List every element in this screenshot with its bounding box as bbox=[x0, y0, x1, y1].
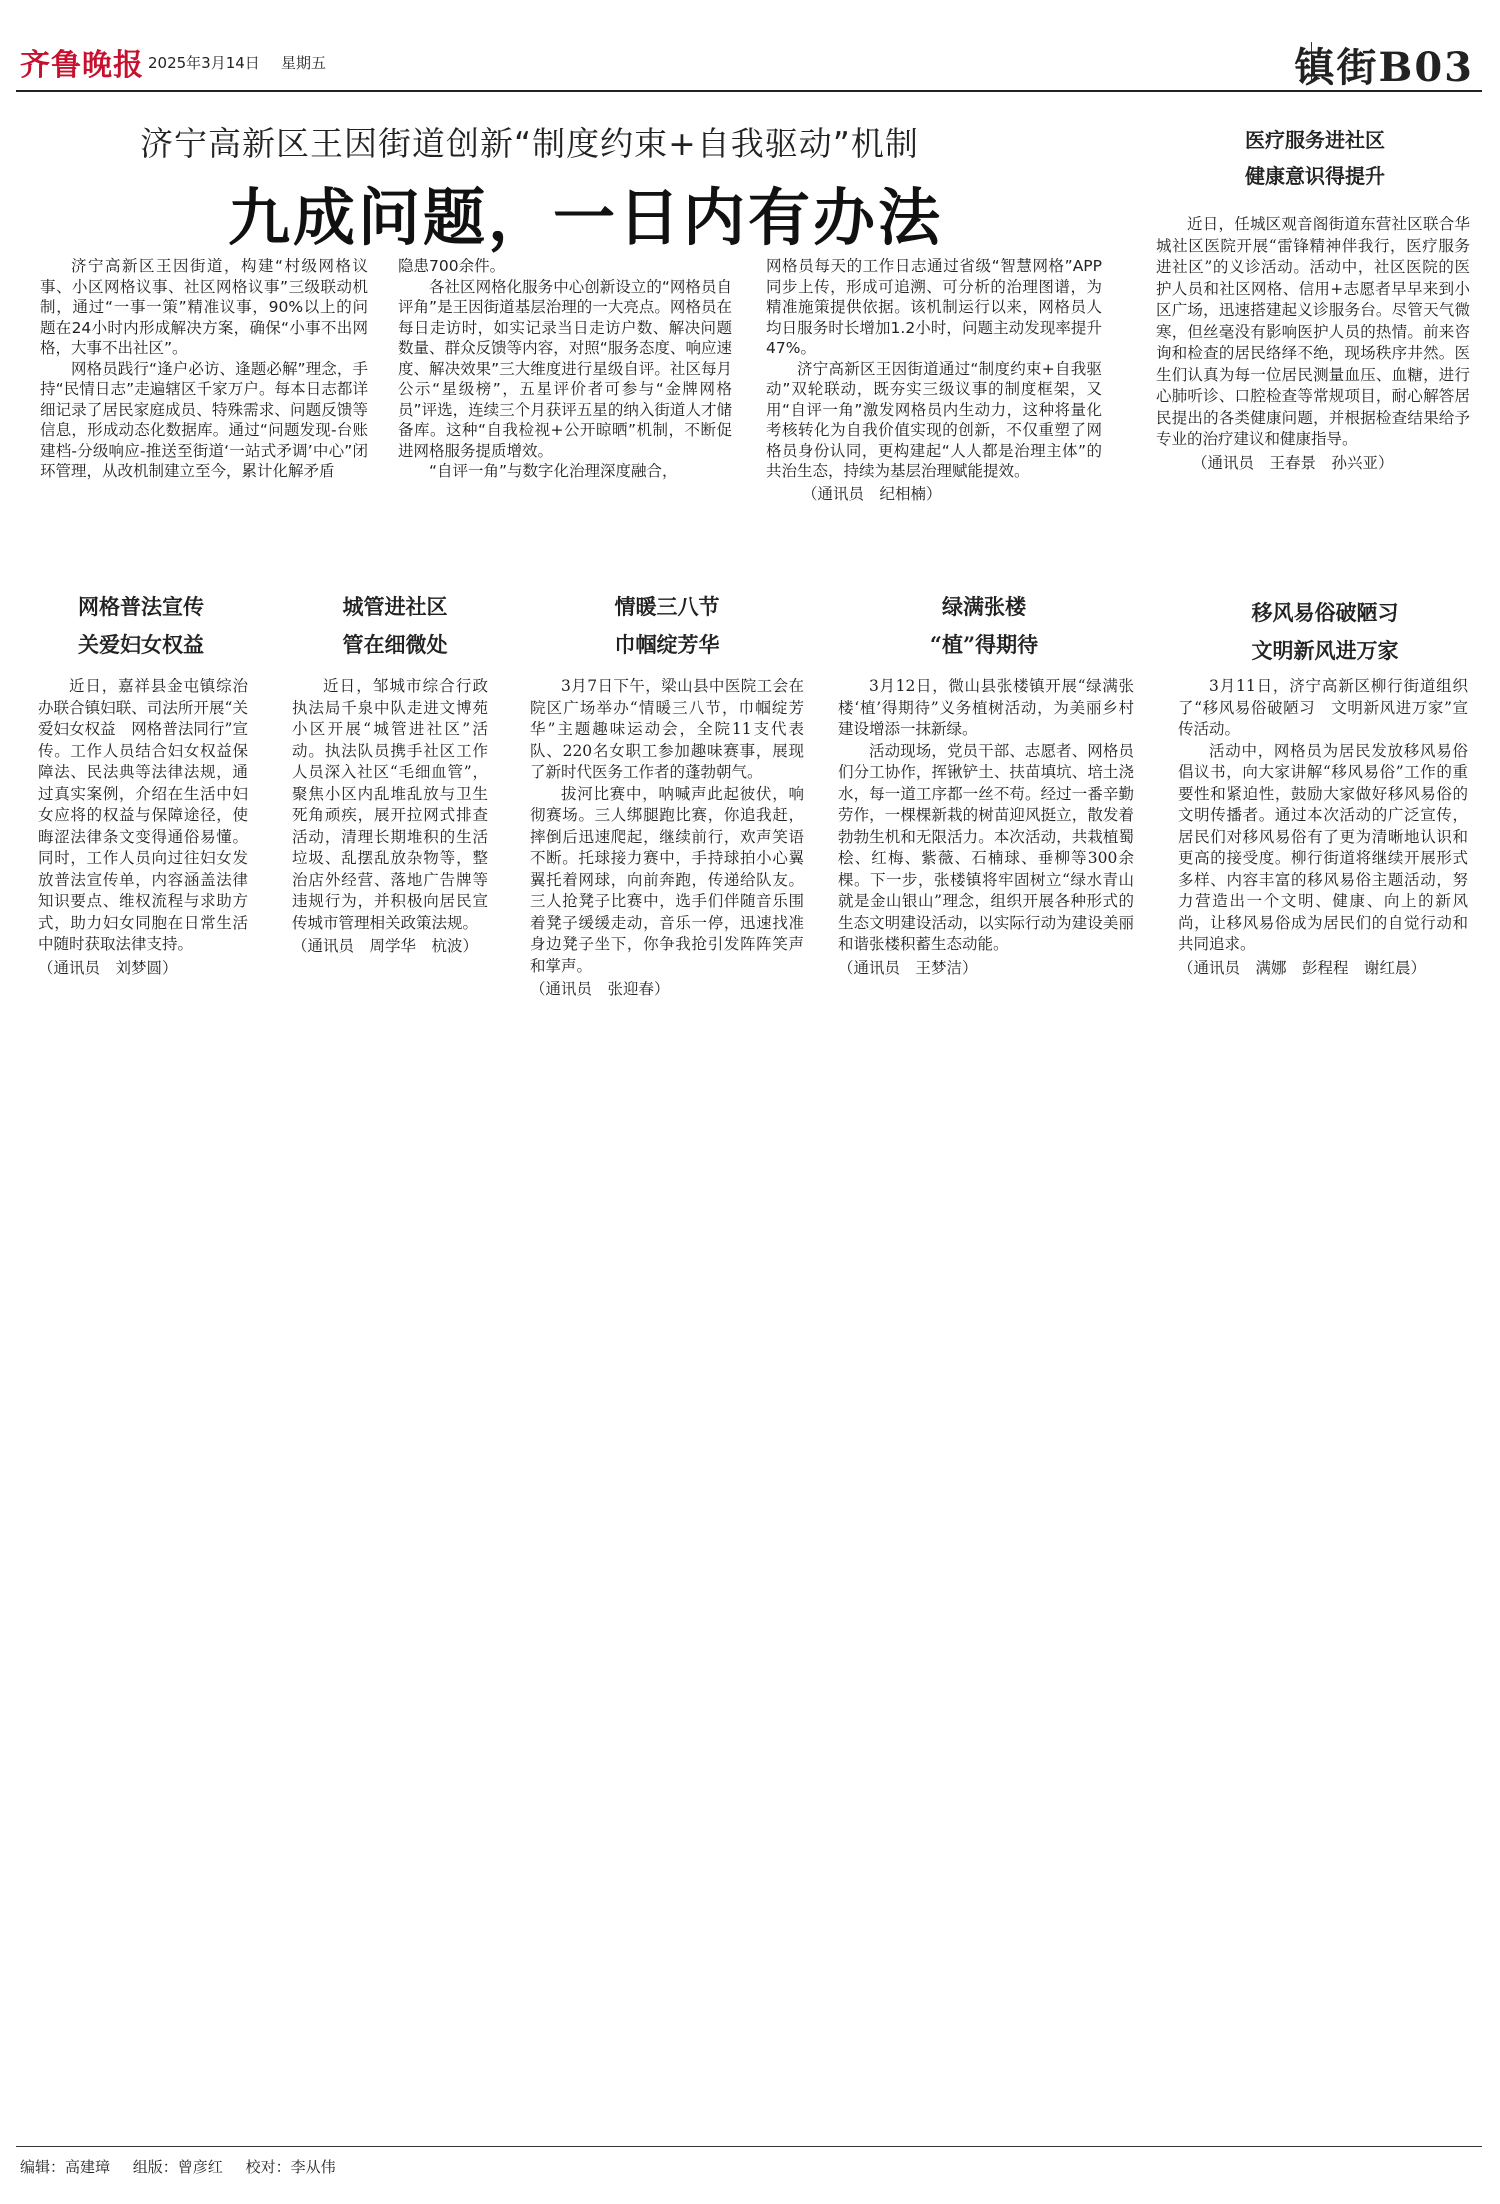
story-byline: （通讯员 张迎春） bbox=[530, 980, 670, 998]
story-paragraph: 拔河比赛中，呐喊声此起彼伏，响彻赛场。三人绑腿跑比赛，你追我赶，摔倒后迅速爬起，继续前行，欢声笑语不断。托球接力赛中，手持球拍小心翼翼托着网球，向前奔跑，传递给队友。三人抢凳子比赛中，选手们伴随音乐围着凳子缓缓走动，音乐一停，迅速找准身边凳子坐下，你争我抢引发阵阵笑声和掌声。 bbox=[530, 784, 804, 975]
newspaper-logo: 齐鲁晚报 bbox=[20, 48, 144, 83]
story-title-line: “植”得期待 bbox=[929, 632, 1039, 657]
sidebar-byline: （通讯员 王春景 孙兴亚） bbox=[1192, 453, 1394, 472]
story-title-line: 情暖三八节 bbox=[614, 594, 720, 619]
story-body bbox=[38, 676, 248, 979]
lead-paragraph: 各社区网格化服务中心创新设立的“网格员自评角”是王因街道基层治理的一大亮点。网格员在每日走访时，如实记录当日走访户数、解决问题数量、群众反馈等内容，对照“服务态度、响应速度、解决效果”三大维度进行星级自评。社区每月公示“星级榜”，五星评价者可参与“金牌网格员”评选，连续三个月获评五星的纳入街道人才储备库。这种“自我检视+公开晾晒”机制，不断促进网格服务提质增效。 bbox=[398, 277, 732, 460]
lead-paragraph: 济宁高新区王因街道，构建“村级网格议事、小区网格议事、社区网格议事”三级联动机制，通过“一事一策”精准议事，90%以上的问题在24小时内形成解决方案，确保“小事不出网格，大事不出社区”。 bbox=[40, 257, 368, 357]
sidebar-body bbox=[1156, 214, 1470, 474]
story-title-line: 网格普法宣传 bbox=[78, 594, 204, 619]
lead-paragraph: 网格员践行“逢户必访、逢题必解”理念，手持“民情日志”走遍辖区千家万户。每本日志都详细记录了居民家庭成员、特殊需求、问题反馈等信息，形成动态化数据库。通过“问题发现-台账建档-分级响应-推送至街道‘一站式矛调’中心”闭环管理，从改机制建立至今，累计化解矛盾 bbox=[40, 359, 368, 480]
story-paragraph: 3月12日，微山县张楼镇开展“绿满张楼‘植’得期待”义务植树活动，为美丽乡村建设增添一抹新绿。 bbox=[838, 677, 1134, 738]
story-title bbox=[290, 588, 500, 664]
story-paragraph: 近日，嘉祥县金屯镇综治办联合镇妇联、司法所开展“关爱妇女权益 网格普法同行”宣传。工作人员结合妇女权益保障法、民法典等法律法规，通过真实案例，介绍在生活中妇女应将的权益与保障途径，使晦涩法律条文变得通俗易懂。同时，工作人员向过往妇女发放普法宣传单，内容涵盖法律知识要点、维权流程与求助方式，助力妇女同胞在日常生活中随时获取法律支持。 bbox=[38, 677, 248, 953]
story-title-line: 绿满张楼 bbox=[942, 594, 1026, 619]
story-title-line: 管在细微处 bbox=[342, 632, 448, 657]
story-title-line: 城管进社区 bbox=[342, 594, 448, 619]
story-byline: （通讯员 刘梦圆） bbox=[38, 958, 178, 977]
story-title bbox=[1166, 594, 1484, 670]
story-title-line: 文明新风进万家 bbox=[1251, 638, 1399, 663]
story-title-line: 关爱妇女权益 bbox=[78, 632, 204, 657]
story-paragraph: 3月11日，济宁高新区柳行街道组织了“移风易俗破陋习 文明新风进万家”宣传活动。 bbox=[1178, 677, 1468, 738]
lead-byline: （通讯员 纪相楠） bbox=[802, 484, 942, 503]
issue-weekday: 星期五 bbox=[281, 54, 327, 72]
lead-paragraph: 隐患700余件。 bbox=[398, 257, 506, 275]
lead-kicker: 济宁高新区王因街道创新“制度约束+自我驱动”机制 bbox=[140, 124, 919, 163]
story-paragraph: 近日，邹城市综合行政执法局千泉中队走进文博苑小区开展“城管进社区”活动。执法队员携手社区工作人员深入社区“毛细血管”，聚焦小区内乱堆乱放与卫生死角顽疾，展开拉网式排查活动，清理长期堆积的生活垃圾、乱摆乱放杂物等，整治店外经营、落地广告牌等违规行为，并积极向居民宣传城市管理相关政策法规。 bbox=[292, 677, 488, 932]
story-title bbox=[36, 588, 246, 664]
story-title-line: 移风易俗破陋习 bbox=[1251, 600, 1399, 625]
story-paragraph: 3月7日下午，梁山县中医院工会在院区广场举办“情暖三八节，巾帼绽芳华”主题趣味运动会，全院11支代表队、220名女职工参加趣味赛事，展现了新时代医务工作者的蓬勃朝气。 bbox=[530, 677, 804, 781]
page-credits bbox=[20, 2156, 354, 2177]
section-page-label: 镇街B03 bbox=[1294, 44, 1474, 91]
story-title bbox=[532, 588, 802, 664]
lead-column-2 bbox=[398, 256, 732, 482]
story-body bbox=[530, 676, 804, 1001]
masthead bbox=[16, 34, 1482, 92]
proof-credit: 校对：李从伟 bbox=[245, 2158, 336, 2176]
story-byline: （通讯员 周学华 杭波） bbox=[292, 937, 479, 955]
lead-column-1 bbox=[40, 256, 368, 482]
story-body bbox=[292, 676, 488, 958]
layout-credit: 组版：曾彦红 bbox=[132, 2158, 223, 2176]
sidebar-title-line: 医疗服务进社区 bbox=[1245, 128, 1385, 152]
editor-credit: 编辑：高建璋 bbox=[20, 2158, 111, 2176]
lead-paragraph: 济宁高新区王因街道通过“制度约束+自我驱动”双轮联动，既夯实三级议事的制度框架，又用“自评一角”激发网格员内生动力，这种将量化考核转化为自我价值实现的创新，不仅重塑了网格员身份认同，更构建起“人人都是治理主体”的共治生态，持续为基层治理赋能提效。 bbox=[766, 359, 1102, 480]
story-body bbox=[838, 676, 1134, 979]
lead-paragraph: 网格员每天的工作日志通过省级“智慧网格”APP同步上传，形成可追溯、可分析的治理图谱，为精准施策提供依据。该机制运行以来，网格员人均日服务时长增加1.2小时，问题主动发现率提升47%。 bbox=[766, 257, 1102, 357]
sidebar-title-line: 健康意识得提升 bbox=[1245, 164, 1385, 188]
lead-headline: 九成问题，一日内有办法 bbox=[228, 181, 944, 254]
lead-column-3 bbox=[766, 256, 1102, 504]
issue-date: 2025年3月14日 bbox=[148, 54, 260, 72]
story-title bbox=[836, 588, 1132, 664]
story-body bbox=[1178, 676, 1468, 979]
story-byline: （通讯员 王梦洁） bbox=[838, 958, 978, 977]
sidebar-paragraph: 近日，任城区观音阁街道东营社区联合华城社区医院开展“雷锋精神伴我行，医疗服务进社区”的义诊活动。活动中，社区医院的医护人员和社区网格、信用+志愿者早早来到小区广场，迅速搭建起义诊服务台。尽管天气微寒，但丝毫没有影响医护人员的热情。前来咨询和检查的居民络绎不绝，现场秩序井然。医生们认真为每一位居民测量血压、血糖，进行心肺听诊、口腔检查等常规项目，耐心解答居民提出的各类健康问题，并根据检查结果给予专业的治疗建议和健康指导。 bbox=[1156, 215, 1470, 448]
story-byline: （通讯员 满娜 彭程程 谢红晨） bbox=[1178, 958, 1427, 977]
footer-divider bbox=[16, 2146, 1482, 2147]
story-paragraph: 活动现场，党员干部、志愿者、网格员们分工协作，挥锹铲土、扶苗填坑、培土浇水，每一道工序都一丝不苟。经过一番辛勤劳作，一棵棵新栽的树苗迎风挺立，散发着勃勃生机和无限活力。本次活动，共栽植蜀桧、红梅、紫薇、石楠球、垂柳等300余棵。下一步，张楼镇将牢固树立“绿水青山就是金山银山”理念，组织开展各种形式的生态文明建设活动，以实际行动为建设美丽和谐张楼积蓄生态动能。 bbox=[838, 741, 1134, 953]
sidebar-title bbox=[1150, 122, 1480, 194]
story-title-line: 巾帼绽芳华 bbox=[614, 632, 720, 657]
story-paragraph: 活动中，网格员为居民发放移风易俗倡议书，向大家讲解“移风易俗”工作的重要性和紧迫性，鼓励大家做好移风易俗的文明传播者。通过本次活动的广泛宣传，居民们对移风易俗有了更为清晰地认识和更高的接受度。柳行街道将继续开展形式多样、内容丰富的移风易俗主题活动，努力营造出一个文明、健康、向上的新风尚，让移风易俗成为居民们的自觉行动和共同追求。 bbox=[1178, 741, 1468, 953]
lead-paragraph: “自评一角”与数字化治理深度融合， bbox=[429, 462, 678, 480]
